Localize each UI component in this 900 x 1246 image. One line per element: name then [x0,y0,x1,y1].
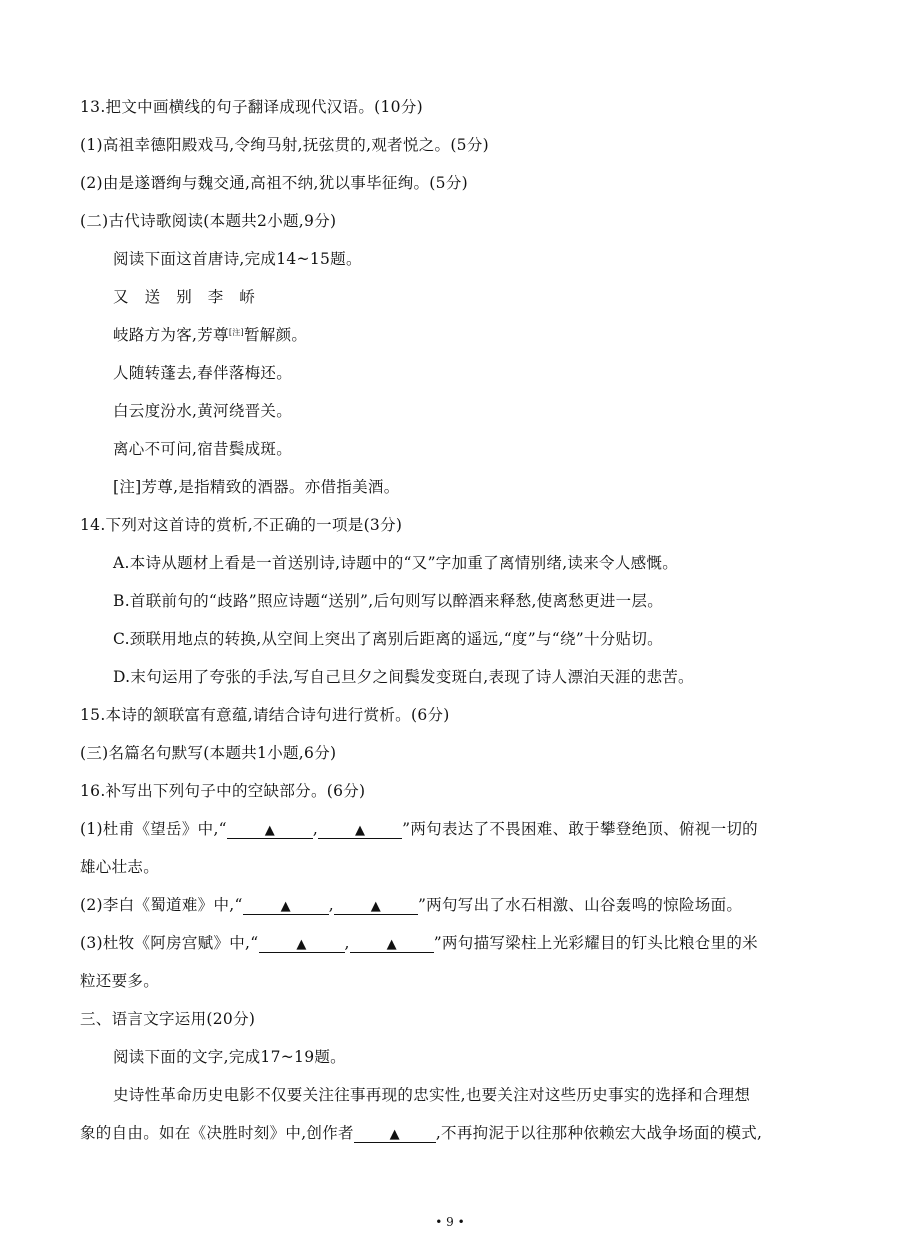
poetry-section-heading: (二)古代诗歌阅读(本题共2小题,9分) [80,212,337,230]
poetry-intro: 阅读下面这首唐诗,完成14~15题。 [113,250,362,268]
q13-sentence-2: (2)由是遂谮绚与魏交通,高祖不纳,犹以事毕征绚。(5分) [80,174,468,192]
q16-item-3-pre: (3)杜牧《阿房宫赋》中,“ [80,934,259,952]
q16-item-1 [80,818,758,840]
q13-stem: 13.把文中画横线的句子翻译成现代汉语。(10分) [80,98,423,116]
triangle-icon: ▲ [264,823,276,838]
blank-2b[interactable] [334,896,418,915]
q14-stem: 14.下列对这首诗的赏析,不正确的一项是(3分) [80,516,403,534]
q16-item-1-pre: (1)杜甫《望岳》中,“ [80,820,227,838]
triangle-icon: ▲ [386,937,397,952]
poem-note-marker: [注] [228,328,244,337]
blank-1a[interactable] [227,820,313,839]
passage-line-2-pre: 象的自由。如在《决胜时刻》中,创作者 [80,1124,354,1142]
q16-item-2 [80,894,742,916]
triangle-icon: ▲ [370,899,382,914]
q13-sentence-1: (1)高祖幸德阳殿戏马,令绚马射,抚弦贯的,观者悦之。(5分) [80,136,489,154]
blank-17[interactable] [354,1124,436,1143]
q14-option-a: A.本诗从题材上看是一首送别诗,诗题中的“又”字加重了离情别绪,读来令人感慨。 [113,554,679,572]
dictation-section-heading: (三)名篇名句默写(本题共1小题,6分) [80,744,337,762]
comma: , [328,896,334,914]
q14-option-b: B.首联前句的“歧路”照应诗题“送别”,后句则写以醉酒来释愁,使离愁更进一层。 [113,592,664,610]
q16-stem: 16.补写出下列句子中的空缺部分。(6分) [80,782,366,800]
q16-item-3-continued: 粒还要多。 [80,972,160,990]
q16-item-2-pre: (2)李白《蜀道难》中,“ [80,896,243,914]
comma: , [312,820,319,838]
q14-option-d: D.末句运用了夸张的手法,写自己旦夕之间鬓发变斑白,表现了诗人漂泊天涯的悲苦。 [113,668,694,686]
passage-line-2 [80,1122,762,1144]
page-number: • 9 • [435,1215,465,1229]
poem-line-4: 离心不可问,宿昔鬓成斑。 [113,440,293,458]
blank-2a[interactable] [243,896,329,915]
triangle-icon: ▲ [280,899,291,914]
passage-line-2-post: ,不再拘泥于以往那种依赖宏大战争场面的模式, [435,1124,763,1142]
triangle-icon: ▲ [296,937,307,952]
poem-line-2: 人随转蓬去,春伴落梅还。 [113,364,293,382]
q14-option-c: C.颈联用地点的转换,从空间上突出了离别后距离的遥远,“度”与“绕”十分贴切。 [113,630,663,648]
q16-item-3 [80,932,758,954]
q16-item-3-post: ”两句描写梁柱上光彩耀目的钉头比粮仓里的米 [433,934,758,952]
q15-stem: 15.本诗的颔联富有意蕴,请结合诗句进行赏析。(6分) [80,706,450,724]
poem-line-3: 白云度汾水,黄河绕晋关。 [113,402,293,420]
q16-item-2-post: ”两句写出了水石相激、山谷轰鸣的惊险场面。 [417,896,743,914]
passage-line-1: 史诗性革命历史电影不仅要关注往事再现的忠实性,也要关注对这些历史事实的选择和合理想 [113,1086,751,1104]
comma: , [344,934,350,952]
q16-item-1-post: ”两句表达了不畏困难、敢于攀登绝顶、俯视一切的 [402,820,758,838]
poem-annotation: [注]芳尊,是指精致的酒器。亦借指美酒。 [113,478,400,496]
poem-title: 又 送 别 李 峤 [113,288,256,306]
language-intro: 阅读下面的文字,完成17~19题。 [113,1048,346,1066]
triangle-icon: ▲ [389,1127,400,1142]
q16-item-1-continued: 雄心壮志。 [80,858,160,876]
poem-line-1 [113,324,307,346]
blank-3b[interactable] [350,934,434,953]
triangle-icon: ▲ [355,823,366,838]
poem-line-1-pre: 岐路方为客,芳尊 [113,326,229,344]
blank-3a[interactable] [259,934,345,953]
language-section-heading: 三、语言文字运用(20分) [80,1010,256,1028]
blank-1b[interactable] [318,820,402,839]
poem-line-1-post: 暂解颜。 [243,326,308,344]
